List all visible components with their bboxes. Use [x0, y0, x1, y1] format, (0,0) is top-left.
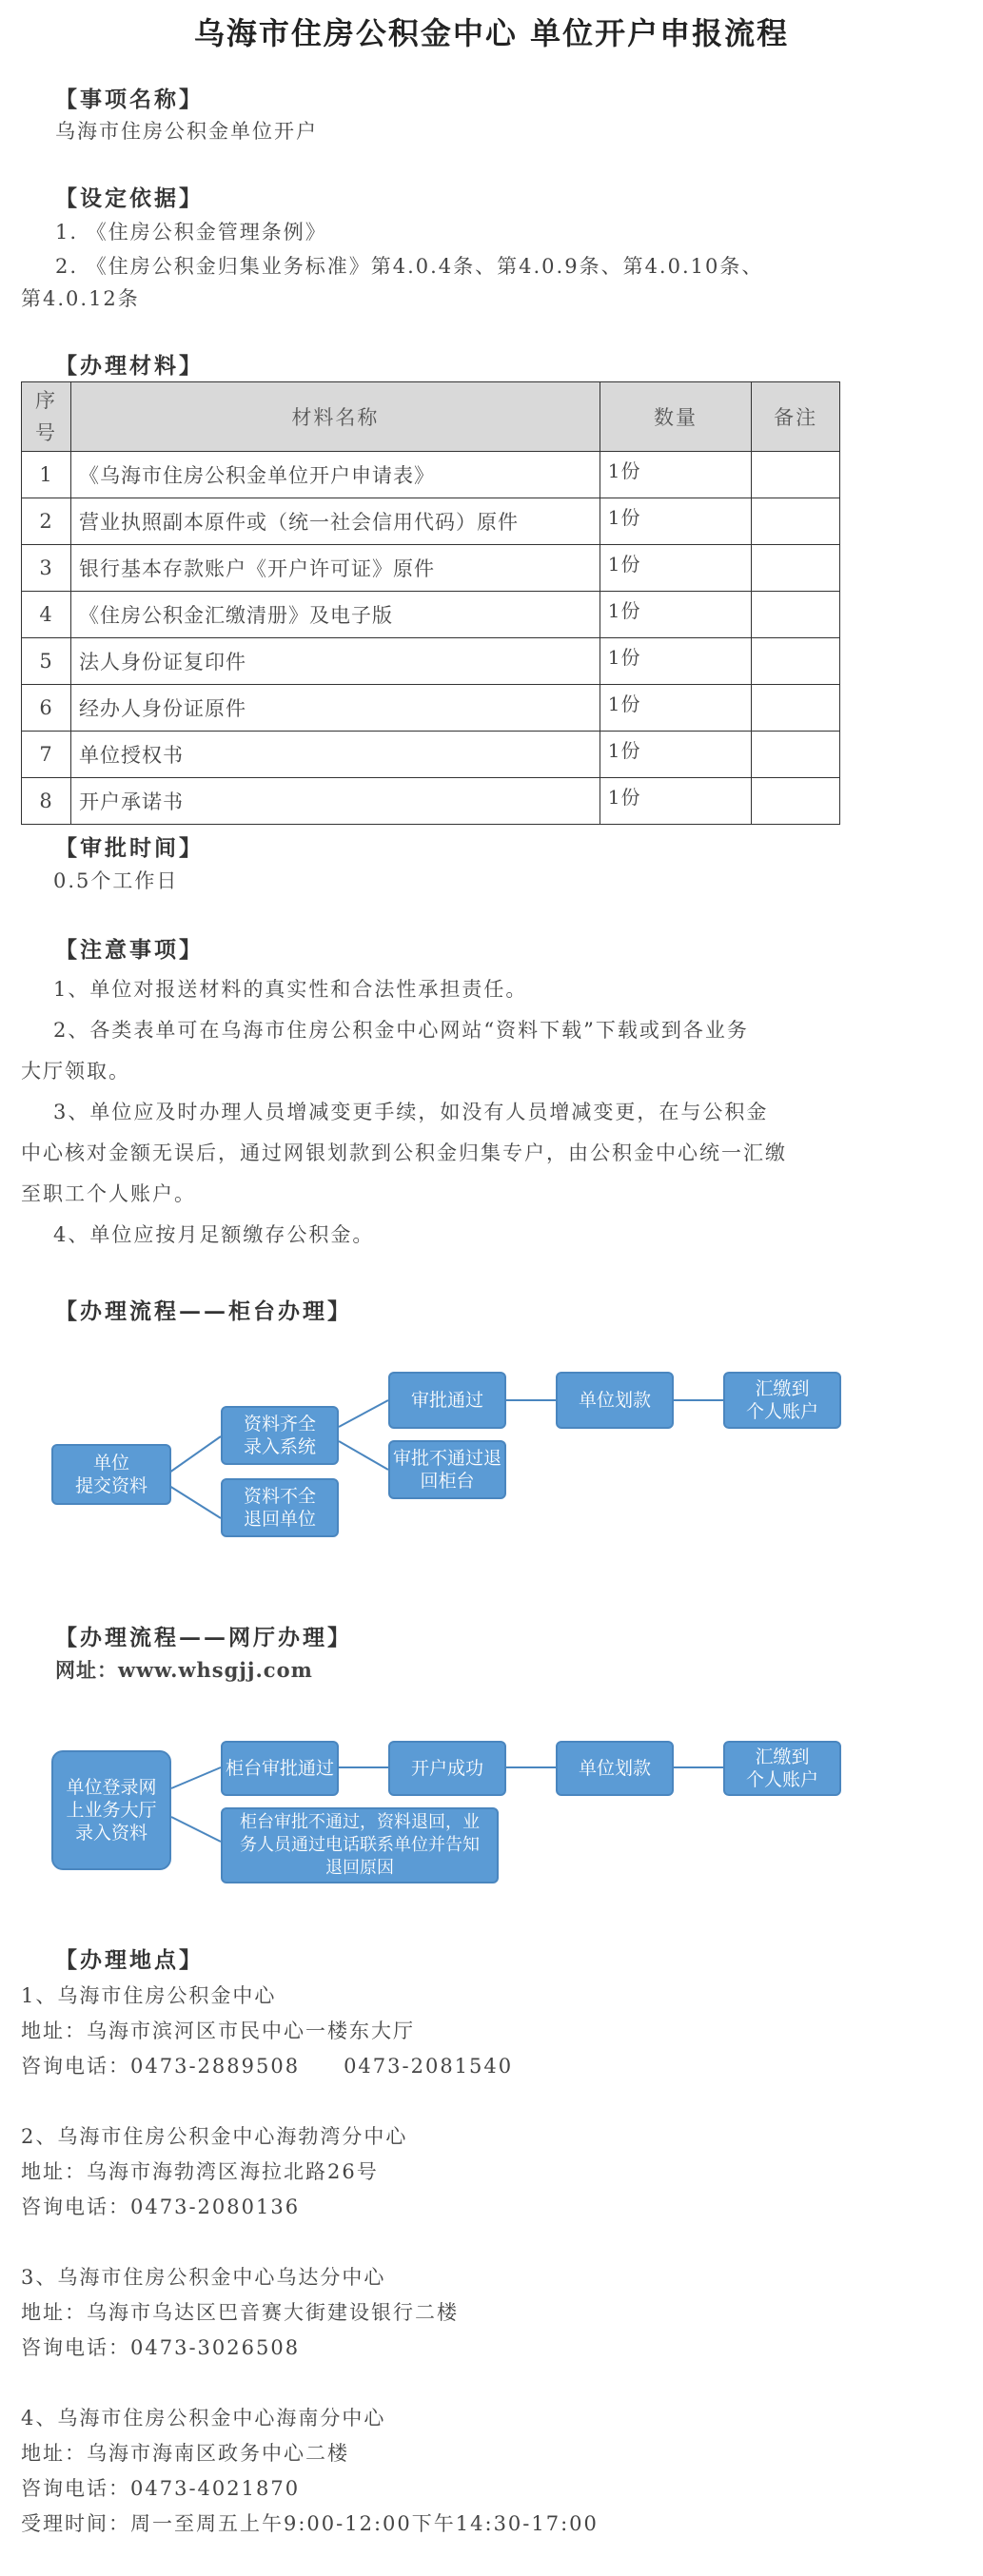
cell-qty: 1份: [600, 685, 751, 732]
cell-seq: 3: [22, 545, 71, 592]
note-3-cont-2: 至职工个人账户。: [21, 1182, 196, 1205]
cell-seq: 8: [22, 778, 71, 825]
flow-step-transfer: 单位划款: [556, 1372, 674, 1429]
cell-name: 经办人身份证原件: [71, 685, 600, 732]
cell-qty: 1份: [600, 545, 751, 592]
business-hours: 受理时间：周一至周五上午9:00-12:00下午14:30-17:00: [21, 2512, 599, 2535]
location-3-name: 3、乌海市住房公积金中心乌达分中心: [21, 2266, 386, 2289]
cell-name: 开户承诺书: [71, 778, 600, 825]
section-heading-counter-flow: 【办理流程——柜台办理】: [55, 1298, 352, 1324]
section-heading-approval-time: 【审批时间】: [55, 835, 204, 861]
location-4-address: 地址：乌海市海南区政务中心二楼: [21, 2442, 349, 2465]
online-step-start: 单位登录网 上业务大厅 录入资料: [51, 1750, 171, 1870]
location-2-address: 地址：乌海市海勃湾区海拉北路26号: [21, 2160, 379, 2183]
cell-seq: 2: [22, 498, 71, 545]
note-1: 1、单位对报送材料的真实性和合法性承担责任。: [53, 978, 528, 1001]
cell-name: 《住房公积金汇缴清册》及电子版: [71, 592, 600, 638]
cell-qty: 1份: [600, 732, 751, 778]
page-title: 乌海市住房公积金中心 单位开户申报流程: [193, 15, 790, 51]
location-4-name: 4、乌海市住房公积金中心海南分中心: [21, 2407, 386, 2430]
flow-step-complete: 资料齐全 录入系统: [221, 1406, 339, 1465]
online-step-rejected: 柜台审批不通过，资料退回，业 务人员通过电话联系单位并告知 退回原因: [221, 1807, 499, 1883]
location-2-name: 2、乌海市住房公积金中心海勃湾分中心: [21, 2125, 408, 2148]
cell-seq: 5: [22, 638, 71, 685]
online-step-deposit: 汇缴到 个人账户: [723, 1741, 841, 1796]
cell-seq: 7: [22, 732, 71, 778]
note-3-cont-1: 中心核对金额无误后，通过网银划款到公积金归集专户，由公积金中心统一汇缴: [21, 1142, 787, 1164]
basis-line-2-cont: 第4.0.12条: [21, 287, 140, 310]
section-heading-basis: 【设定依据】: [55, 185, 204, 211]
basis-line-2: 2. 《住房公积金归集业务标准》第4.0.4条、第4.0.9条、第4.0.10条、: [55, 255, 764, 278]
cell-seq: 4: [22, 592, 71, 638]
col-note: 备注: [752, 382, 840, 452]
cell-seq: 6: [22, 685, 71, 732]
cell-name: 《乌海市住房公积金单位开户申请表》: [71, 452, 600, 498]
approval-time-value: 0.5个工作日: [53, 869, 179, 892]
col-name: 材料名称: [71, 382, 600, 452]
online-step-opened: 开户成功: [388, 1741, 506, 1796]
location-4-phone: 咨询电话：0473-4021870: [21, 2477, 301, 2500]
online-step-approved: 柜台审批通过: [221, 1741, 339, 1796]
cell-name: 单位授权书: [71, 732, 600, 778]
location-1-address: 地址：乌海市滨河区市民中心一楼东大厅: [21, 2020, 415, 2042]
location-1-name: 1、乌海市住房公积金中心: [21, 1984, 277, 2007]
cell-name: 法人身份证复印件: [71, 638, 600, 685]
note-2: 2、各类表单可在乌海市住房公积金中心网站“资料下载”下载或到各业务: [53, 1019, 749, 1042]
cell-qty: 1份: [600, 452, 751, 498]
cell-qty: 1份: [600, 638, 751, 685]
location-3-phone: 咨询电话：0473-3026508: [21, 2336, 301, 2359]
cell-qty: 1份: [600, 498, 751, 545]
cell-name: 银行基本存款账户《开户许可证》原件: [71, 545, 600, 592]
section-heading-materials: 【办理材料】: [55, 353, 204, 379]
note-3: 3、单位应及时办理人员增减变更手续，如没有人员增减变更，在与公积金: [53, 1101, 769, 1123]
location-1-phone: 咨询电话：0473-2889508 0473-2081540: [21, 2055, 514, 2078]
note-2-cont: 大厅领取。: [21, 1060, 130, 1083]
cell-qty: 1份: [600, 592, 751, 638]
website-link[interactable]: 网址：www.whsgjj.com: [55, 1658, 313, 1682]
cell-seq: 1: [22, 452, 71, 498]
online-step-transfer: 单位划款: [556, 1741, 674, 1796]
section-heading-online-flow: 【办理流程——网厅办理】: [55, 1625, 352, 1650]
section-heading-item-name: 【事项名称】: [55, 87, 204, 112]
location-2-phone: 咨询电话：0473-2080136: [21, 2195, 301, 2218]
cell-name: 营业执照副本原件或（统一社会信用代码）原件: [71, 498, 600, 545]
col-qty: 数量: [600, 382, 751, 452]
item-name-value: 乌海市住房公积金单位开户: [55, 120, 318, 143]
flow-step-deposit: 汇缴到 个人账户: [723, 1372, 841, 1429]
section-heading-locations: 【办理地点】: [55, 1947, 204, 1973]
flow-step-submit: 单位 提交资料: [51, 1444, 171, 1505]
note-4: 4、单位应按月足额缴存公积金。: [53, 1223, 375, 1246]
section-heading-notes: 【注意事项】: [55, 937, 204, 963]
location-3-address: 地址：乌海市乌达区巴音赛大街建设银行二楼: [21, 2301, 459, 2324]
basis-line-1: 1. 《住房公积金管理条例》: [55, 221, 327, 244]
flow-step-rejected: 审批不通过退 回柜台: [388, 1440, 506, 1499]
cell-qty: 1份: [600, 778, 751, 825]
flow-step-incomplete: 资料不全 退回单位: [221, 1478, 339, 1537]
col-seq: 序号: [22, 382, 71, 452]
flow-step-approved: 审批通过: [388, 1372, 506, 1429]
